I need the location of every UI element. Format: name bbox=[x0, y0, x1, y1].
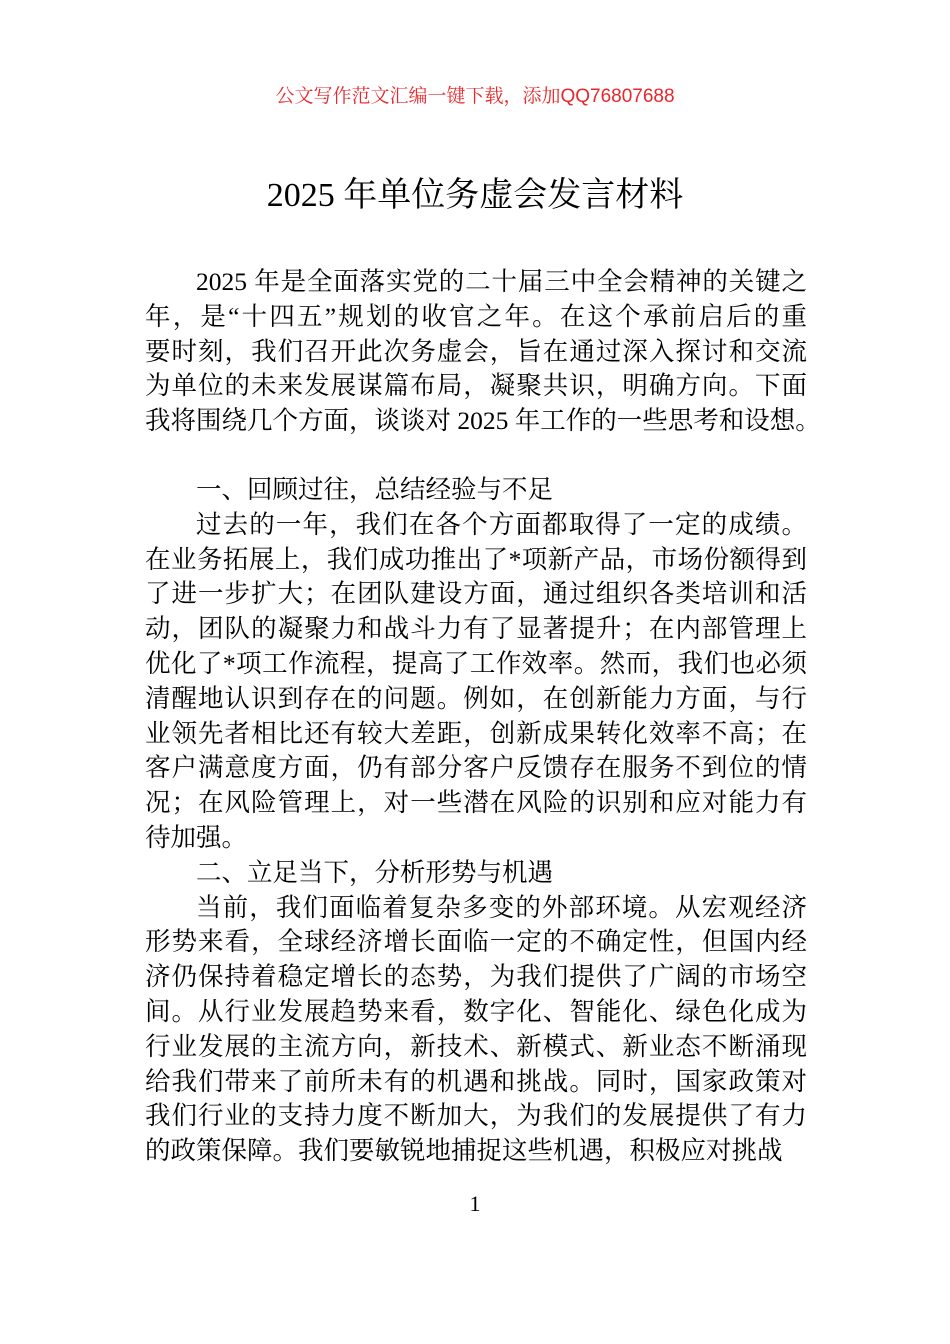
text-line: 间。从行业发展趋势来看，数字化、智能化、绿色化成为 bbox=[145, 996, 807, 1026]
text-line: 当前，我们面临着复杂多变的外部环境。从宏观经济 bbox=[196, 892, 807, 922]
text-line: 况；在风险管理上，对一些潜在风险的识别和应对能力有 bbox=[145, 788, 807, 818]
document-title: 2025 年单位务虚会发言材料 bbox=[266, 177, 684, 214]
text-line: 2025 年是全面落实党的二十届三中全会精神的关键之 bbox=[196, 267, 807, 296]
paragraph bbox=[145, 508, 807, 856]
text-line: 业领先者相比还有较大差距，创新成果转化效率不高；在 bbox=[145, 718, 807, 748]
text-line: 要时刻，我们召开此次务虚会，旨在通过深入探讨和交流 bbox=[145, 336, 807, 366]
text-line: 清醒地认识到存在的问题。例如，在创新能力方面，与行 bbox=[145, 683, 807, 713]
section-heading bbox=[145, 473, 807, 508]
text-line: 我们行业的支持力度不断加大，为我们的发展提供了有力 bbox=[145, 1101, 807, 1131]
text-line: 我将围绕几个方面，谈谈对 2025 年工作的一些思考和设想。 bbox=[145, 406, 821, 436]
text-line: 行业发展的主流方向，新技术、新模式、新业态不断涌现 bbox=[145, 1031, 807, 1061]
text-line: 的政策保障。我们要敏锐地捕捉这些机遇，积极应对挑战 bbox=[145, 1136, 783, 1166]
text-line: 为单位的未来发展谋篇布局，凝聚共识，明确方向。下面 bbox=[145, 371, 807, 401]
text-line: 形势来看，全球经济增长面临一定的不确定性，但国内经 bbox=[145, 927, 807, 957]
section-heading bbox=[145, 856, 807, 891]
watermark-header: 公文写作范文汇编一键下载，添加QQ76807688 bbox=[275, 86, 675, 107]
page-number: 1 bbox=[469, 1191, 481, 1216]
intro-section bbox=[145, 265, 821, 439]
text-line: 济仍保持着稳定增长的态势，为我们提供了广阔的市场空 bbox=[145, 962, 807, 992]
paragraph bbox=[145, 265, 821, 439]
text-line: 二、立足当下，分析形势与机遇 bbox=[196, 857, 554, 887]
text-line: 一、回顾过往，总结经验与不足 bbox=[196, 475, 554, 504]
text-line: 了进一步扩大；在团队建设方面，通过组织各类培训和活 bbox=[145, 579, 807, 609]
text-line: 给我们带来了前所未有的机遇和挑战。同时，国家政策对 bbox=[145, 1066, 807, 1096]
text-line: 在业务拓展上，我们成功推出了*项新产品，市场份额得到 bbox=[145, 544, 807, 574]
text-line: 过去的一年，我们在各个方面都取得了一定的成绩。 bbox=[196, 509, 807, 539]
text-line: 优化了*项工作流程，提高了工作效率。然而，我们也必须 bbox=[145, 648, 807, 678]
text-line: 待加强。 bbox=[145, 822, 248, 852]
text-line: 动，团队的凝聚力和战斗力有了显著提升；在内部管理上 bbox=[145, 614, 807, 644]
main-section bbox=[145, 473, 807, 1169]
text-line: 年，是“十四五”规划的收官之年。在这个承前启后的重 bbox=[145, 301, 807, 331]
text-line: 客户满意度方面，仍有部分客户反馈存在服务不到位的情 bbox=[145, 753, 807, 783]
paragraph bbox=[145, 891, 807, 1169]
